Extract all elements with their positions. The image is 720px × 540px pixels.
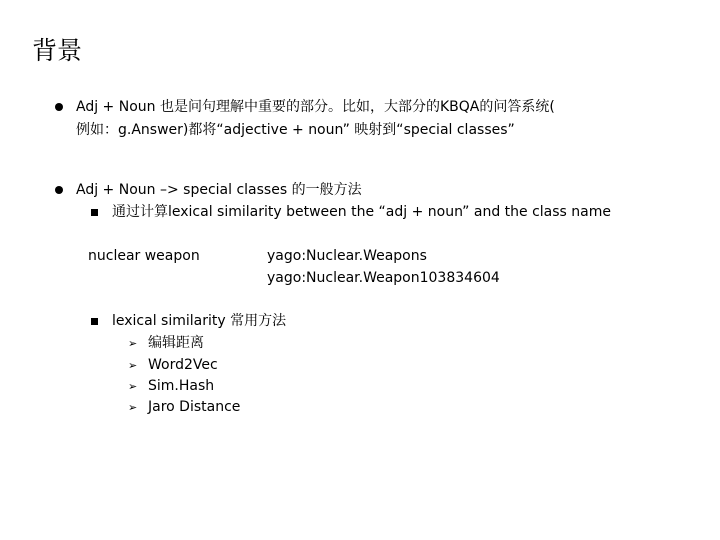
slide-title: 背景 [32, 36, 83, 65]
square-bullet-icon [91, 209, 98, 216]
bullet-1-line-1: Adj + Noun 也是问句理解中重要的部分。比如，大部分的KBQA的问答系统( [76, 99, 555, 115]
method-item: 编辑距离 [148, 335, 204, 351]
bullet-dot-icon [55, 186, 63, 194]
arrow-bullet-icon: ➢ [128, 359, 138, 372]
example-class-1: yago:Nuclear.Weapons [267, 248, 427, 264]
arrow-bullet-icon: ➢ [128, 401, 138, 414]
example-class-2: yago:Nuclear.Weapon103834604 [267, 270, 500, 286]
bullet-dot-icon [55, 103, 63, 111]
method-item: Word2Vec [148, 357, 218, 373]
example-phrase: nuclear weapon [88, 248, 200, 264]
arrow-bullet-icon: ➢ [128, 380, 138, 393]
method-item: Jaro Distance [148, 399, 241, 415]
bullet-1-line-2: 例如：g.Answer)都将“adjective + noun” 映射到“special classes” [76, 122, 515, 138]
methods-heading: lexical similarity 常用方法 [112, 313, 287, 329]
arrow-bullet-icon: ➢ [128, 337, 138, 350]
bullet-2-sub: 通过计算lexical similarity between the “adj + noun” and the class name [112, 204, 611, 220]
bullet-2-line-1: Adj + Noun –> special classes 的一般方法 [76, 182, 362, 198]
method-item: Sim.Hash [148, 378, 215, 394]
square-bullet-icon [91, 318, 98, 325]
